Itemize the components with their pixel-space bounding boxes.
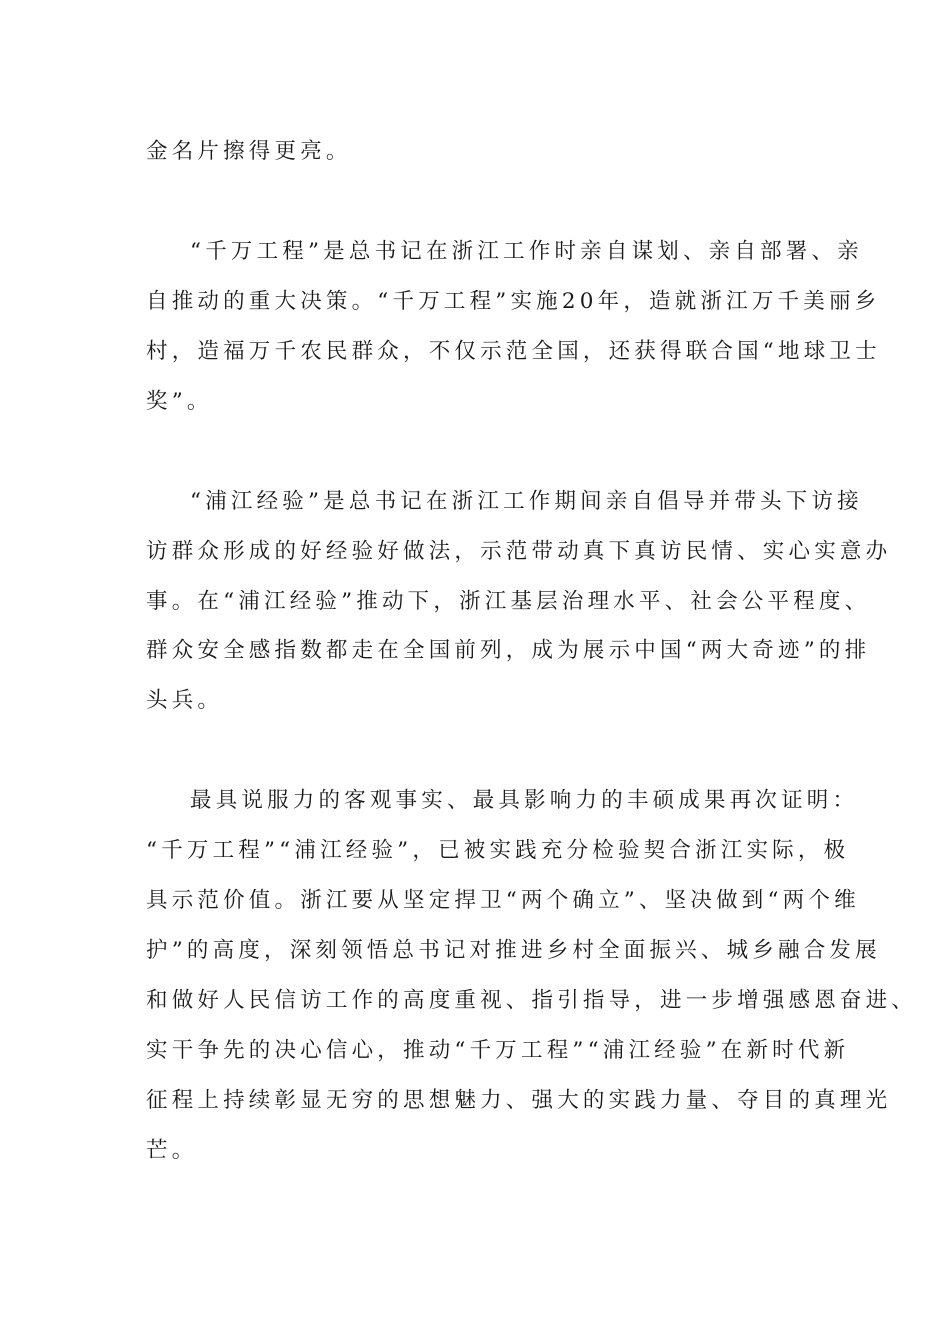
- paragraph-2-line-4: 奖”。: [146, 389, 213, 414]
- paragraph-4-line-1: 最具说服力的客观事实、最具影响力的丰硕成果再次证明：: [190, 788, 859, 813]
- paragraph-4-line-5: 和做好人民信访工作的高度重视、指引指导，进一步增强感恩奋进、: [146, 988, 918, 1013]
- paragraph-4-line-2: “千万工程”“浦江经验”，已被实践充分检验契合浙江实际，极: [146, 838, 850, 863]
- paragraph-2-line-1: “千万工程”是总书记在浙江工作时亲自谋划、亲自部署、亲: [190, 239, 863, 264]
- paragraph-3-line-3: 事。在“浦江经验”推动下，浙江基层治理水平、社会公平程度、: [146, 589, 871, 614]
- paragraph-3-line-4: 群众安全感指数都走在全国前列，成为展示中国“两大奇迹”的排: [146, 638, 871, 663]
- paragraph-3-line-5: 头兵。: [146, 688, 224, 713]
- paragraph-4-line-7: 征程上持续彰显无穷的思想魅力、强大的实践力量、夺目的真理光: [146, 1088, 892, 1113]
- paragraph-3-line-2: 访群众形成的好经验好做法，示范带动真下真访民情、实心实意办: [146, 539, 892, 564]
- paragraph-2-line-3: 村，造福万千农民群众，不仅示范全国，还获得联合国“地球卫士: [146, 339, 881, 364]
- paragraph-2-line-2: 自推动的重大决策。“千万工程”实施20年，造就浙江万千美丽乡: [146, 289, 881, 314]
- paragraph-1-line-1: 金名片擦得更亮。: [146, 139, 352, 164]
- paragraph-4-line-8: 芒。: [146, 1138, 198, 1163]
- paragraph-4-line-3: 具示范价值。浙江要从坚定捍卫“两个确立”、坚决做到“两个维: [146, 888, 860, 913]
- paragraph-4-line-4: 护”的高度，深刻领悟总书记对推进乡村全面振兴、城乡融合发展: [146, 938, 881, 963]
- paragraph-3-line-1: “浦江经验”是总书记在浙江工作期间亲自倡导并带头下访接: [190, 489, 863, 514]
- paragraph-4-line-6: 实干争先的决心信心，推动“千万工程”“浦江经验”在新时代新: [146, 1038, 850, 1063]
